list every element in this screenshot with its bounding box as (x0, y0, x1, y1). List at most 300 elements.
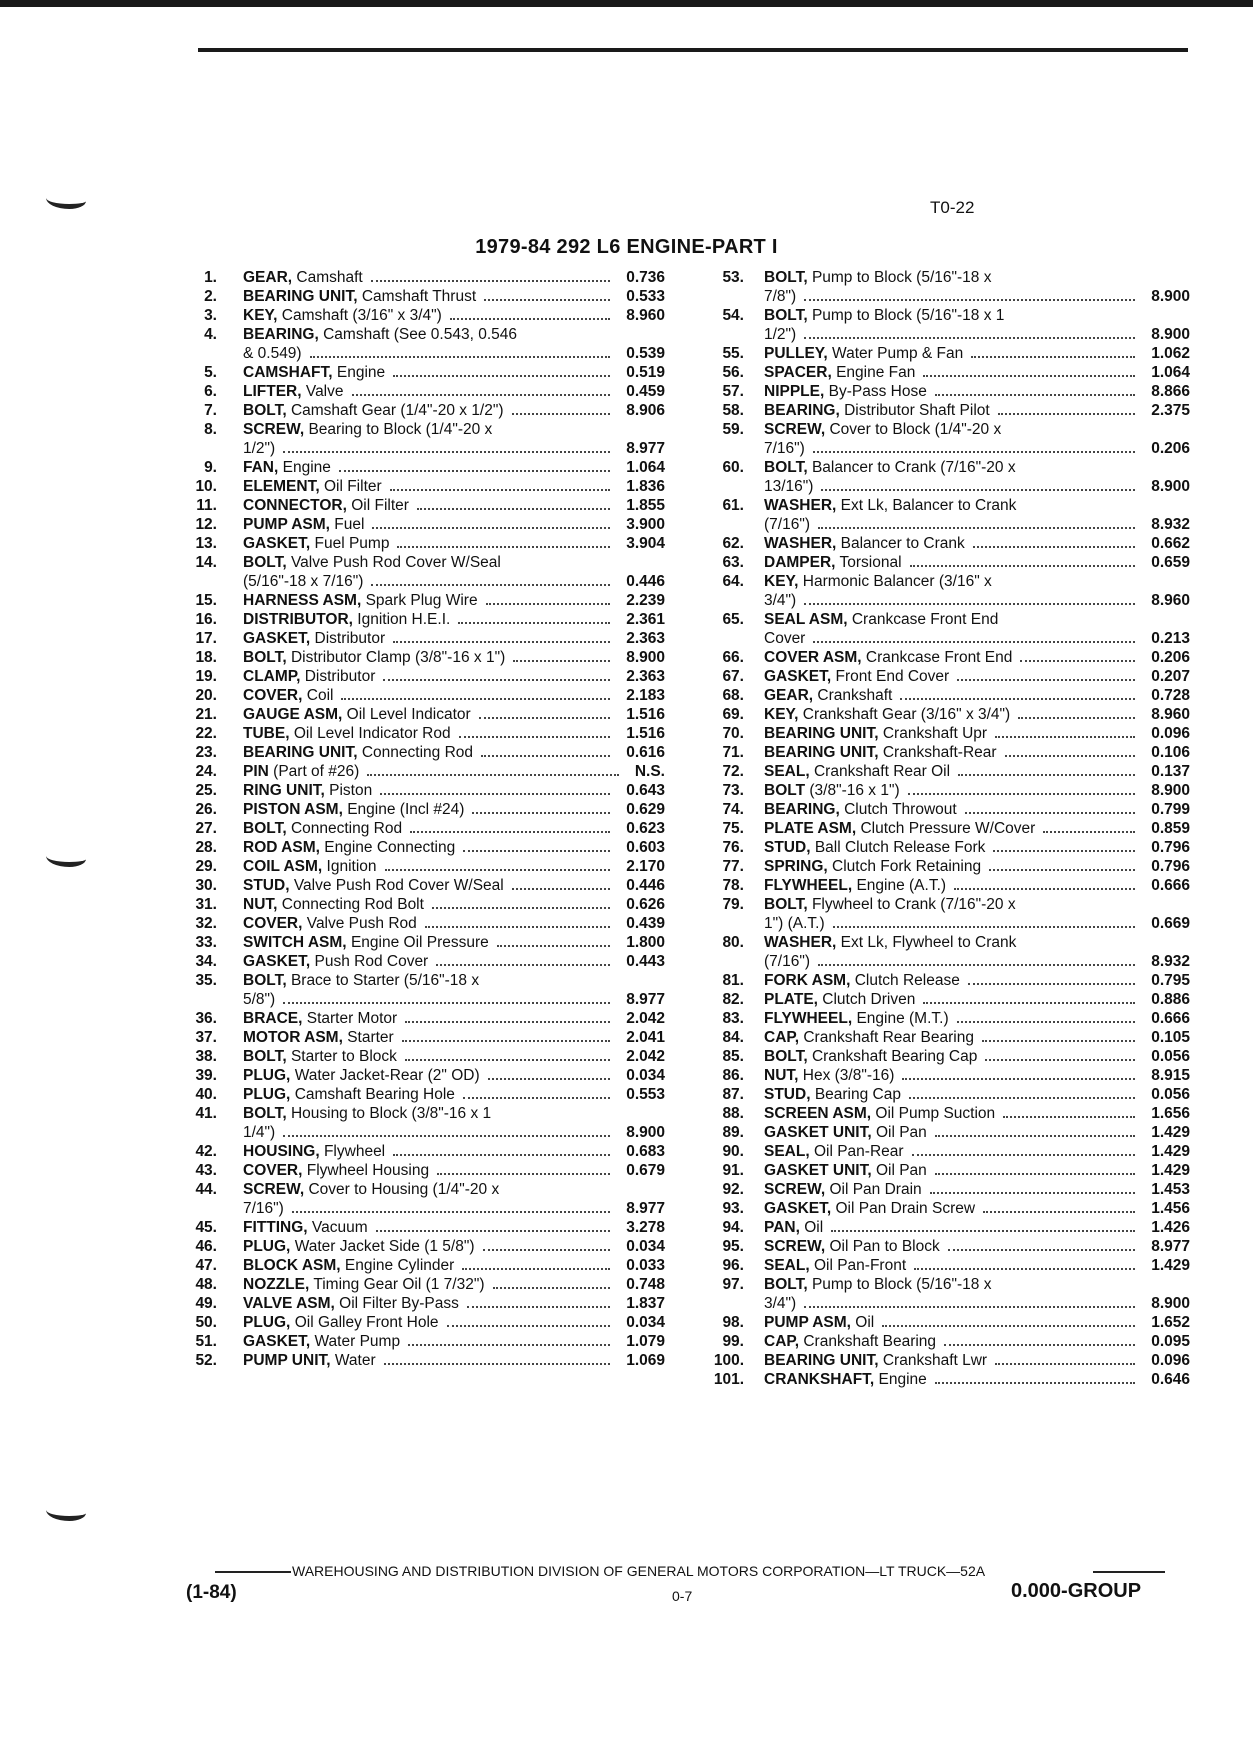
dot-leader (352, 394, 611, 396)
item-name: BEARING UNIT, (243, 288, 358, 305)
item-name: SPACER, (764, 364, 832, 381)
item-detail: Oil Filter (323, 478, 382, 495)
item-description (764, 1332, 1094, 1351)
item-name: MOTOR ASM, (243, 1029, 343, 1046)
item-group-number: 0.446 (626, 877, 665, 894)
parts-list-item (698, 895, 1190, 933)
item-name: PUMP ASM, (243, 516, 330, 533)
parts-list-item (698, 819, 1190, 838)
parts-list-item (175, 287, 675, 306)
item-detail: Distributor Shaft Pilot (844, 402, 990, 419)
parts-list-left (175, 268, 675, 1370)
item-description (243, 629, 543, 648)
item-detail: Camshaft Thrust (361, 288, 477, 305)
item-detail: Oil (855, 1314, 875, 1331)
parts-list-item (175, 268, 675, 287)
parts-list-item (175, 306, 675, 325)
item-detail: Crankshaft Upr (882, 725, 988, 742)
item-group-number: 0.519 (626, 364, 665, 381)
item-number: 88. (722, 1105, 744, 1122)
item-description (243, 724, 543, 743)
item-name: BEARING UNIT, (764, 744, 879, 761)
item-number: 32. (195, 915, 217, 932)
item-name: KEY, (243, 307, 278, 324)
item-detail: Crankshaft Bearing Cap (811, 1048, 978, 1065)
item-detail-continued: 7/16") (764, 440, 805, 457)
item-detail: Crankshaft Rear Bearing (803, 1029, 974, 1046)
binder-hole-mark (46, 1502, 86, 1521)
item-description (243, 1275, 543, 1294)
item-description (764, 1218, 1094, 1237)
item-detail-continued: 5/8") (243, 991, 276, 1008)
parts-list-item (698, 572, 1190, 610)
item-group-number: 3.278 (626, 1219, 665, 1236)
item-detail: Spark Plug Wire (365, 592, 478, 609)
item-group-number: 0.034 (626, 1238, 665, 1255)
dot-leader (818, 527, 1135, 529)
item-name: SPRING, (764, 858, 828, 875)
item-detail: Starter to Block (290, 1048, 397, 1065)
item-detail: Oil Filter By-Pass (339, 1295, 459, 1312)
item-description (764, 1370, 1094, 1389)
item-group-number: 8.977 (626, 991, 665, 1008)
item-name: SCREW, (764, 1238, 826, 1255)
item-detail: Pump to Block (5/16"-18 x (811, 1276, 992, 1293)
item-description (764, 534, 1094, 553)
dot-leader (463, 1097, 610, 1099)
parts-list-item (698, 876, 1190, 895)
dot-leader (935, 1382, 1135, 1384)
item-name: BEARING, (764, 402, 840, 419)
item-number: 24. (195, 763, 217, 780)
dot-leader (900, 698, 1135, 700)
item-group-number: 0.626 (626, 896, 665, 913)
item-description (764, 1256, 1094, 1275)
item-detail: Camshaft (3/16" x 3/4") (281, 307, 442, 324)
dot-leader (371, 584, 610, 586)
item-description (764, 724, 1094, 743)
item-number: 53. (722, 269, 744, 286)
parts-list-item (175, 1142, 675, 1161)
item-group-number: 0.736 (626, 269, 665, 286)
parts-list-item (175, 325, 675, 363)
item-detail: Engine (336, 364, 386, 381)
item-detail: Bearing to Block (1/4"-20 x (308, 421, 493, 438)
item-name: PLATE, (764, 991, 818, 1008)
dot-leader (372, 527, 610, 529)
item-description (243, 534, 543, 553)
item-description (764, 1066, 1094, 1085)
item-name: SEAL, (764, 1257, 810, 1274)
item-group-number: 2.363 (626, 630, 665, 647)
parts-list-item (175, 686, 675, 705)
item-detail: Pump to Block (5/16"-18 x (811, 269, 992, 286)
dot-leader (909, 1097, 1135, 1099)
item-group-number: 8.900 (626, 1124, 665, 1141)
parts-list-item (175, 1351, 675, 1370)
item-group-number: 0.446 (626, 573, 665, 590)
item-description (764, 876, 1094, 895)
parts-list-item (175, 724, 675, 743)
parts-list-item (698, 1275, 1190, 1313)
parts-list-item (175, 762, 675, 781)
item-name: GEAR, (764, 687, 814, 704)
item-number: 70. (722, 725, 744, 742)
item-name: CAP, (764, 1029, 800, 1046)
item-name: TUBE, (243, 725, 290, 742)
parts-list-item (175, 515, 675, 534)
item-description (243, 1313, 543, 1332)
parts-list-item (175, 800, 675, 819)
dot-leader (283, 451, 610, 453)
dot-leader (384, 1363, 611, 1365)
item-number: 46. (195, 1238, 217, 1255)
item-name: COVER, (243, 1162, 303, 1179)
dot-leader (310, 356, 611, 358)
parts-list-item (175, 1237, 675, 1256)
item-description (243, 1218, 543, 1237)
dot-leader (804, 603, 1135, 605)
item-detail: Brace to Starter (5/16"-18 x (290, 972, 480, 989)
dot-leader (985, 1059, 1135, 1061)
item-description (243, 895, 543, 914)
item-name: NUT, (243, 896, 278, 913)
footer-division: WAREHOUSING AND DISTRIBUTION DIVISION OF GENERAL MOTORS CORPORATION—LT TRUCK—52A (292, 1563, 986, 1579)
item-number: 11. (196, 497, 217, 514)
parts-list-item (698, 1085, 1190, 1104)
item-group-number: 2.042 (626, 1048, 665, 1065)
item-name: BOLT, (243, 820, 287, 837)
item-name: SCREW, (243, 421, 305, 438)
item-group-number: 1.062 (1151, 345, 1190, 362)
item-description (764, 838, 1094, 857)
parts-list-item (698, 1142, 1190, 1161)
dot-leader (971, 356, 1135, 358)
item-name: NIPPLE, (764, 383, 825, 400)
item-number: 39. (195, 1067, 217, 1084)
item-name: GASKET UNIT, (764, 1124, 872, 1141)
item-detail: Distributor (314, 630, 386, 647)
item-number: 65. (722, 611, 744, 628)
item-detail: Oil Pan Drain Screw (835, 1200, 976, 1217)
item-group-number: 0.439 (626, 915, 665, 932)
parts-list-item (175, 876, 675, 895)
item-description (243, 287, 543, 306)
dot-leader (948, 1249, 1135, 1251)
item-detail-continued: (7/16") (764, 953, 810, 970)
item-number: 50. (195, 1314, 217, 1331)
item-detail: Camshaft Gear (1/4"-20 x 1/2") (290, 402, 504, 419)
item-number: 36. (195, 1010, 217, 1027)
item-description (764, 344, 1094, 363)
item-number: 83. (722, 1010, 744, 1027)
item-name: CLAMP, (243, 668, 301, 685)
parts-list-right (698, 268, 1190, 1389)
item-group-number: 8.900 (1151, 326, 1190, 343)
item-detail-continued: & 0.549) (243, 345, 302, 362)
item-group-number: 8.977 (626, 440, 665, 457)
item-group-number: 2.361 (626, 611, 665, 628)
item-number: 68. (722, 687, 744, 704)
item-detail: Engine Cylinder (344, 1257, 455, 1274)
item-number: 73. (722, 782, 744, 799)
item-name: SCREW, (764, 421, 826, 438)
item-name: PUMP UNIT, (243, 1352, 331, 1369)
item-group-number: 0.603 (626, 839, 665, 856)
item-group-number: 2.042 (626, 1010, 665, 1027)
item-detail: Coil (306, 687, 334, 704)
item-detail: Water Pump (314, 1333, 401, 1350)
dot-leader (447, 1325, 611, 1327)
item-number: 48. (195, 1276, 217, 1293)
item-group-number: 0.106 (1151, 744, 1190, 761)
dot-leader (283, 1135, 610, 1137)
item-detail: Connecting Rod (361, 744, 474, 761)
dot-leader (393, 641, 610, 643)
item-detail: Oil Pan Drain (829, 1181, 922, 1198)
item-number: 63. (722, 554, 744, 571)
item-group-number: 1.069 (626, 1352, 665, 1369)
item-number: 86. (722, 1067, 744, 1084)
item-group-number: 1.429 (1151, 1162, 1190, 1179)
parts-list-item (175, 591, 675, 610)
item-number: 91. (722, 1162, 744, 1179)
item-description (764, 781, 1094, 800)
item-description (243, 838, 543, 857)
item-number: 49. (195, 1295, 217, 1312)
item-name: BEARING, (243, 326, 319, 343)
item-detail: Camshaft (See 0.543, 0.546 (323, 326, 517, 343)
item-group-number: 1.855 (626, 497, 665, 514)
item-number: 17. (195, 630, 217, 647)
item-number: 30. (195, 877, 217, 894)
parts-list-item (175, 819, 675, 838)
item-detail: Oil Pan (875, 1162, 927, 1179)
dot-leader (1020, 660, 1135, 662)
item-name: GASKET, (243, 630, 311, 647)
item-name: STUD, (764, 839, 811, 856)
item-number: 58. (722, 402, 744, 419)
item-name: LIFTER, (243, 383, 302, 400)
item-detail: Water Jacket Side (1 5/8") (294, 1238, 475, 1255)
item-description (243, 382, 543, 401)
item-group-number: 0.666 (1151, 1010, 1190, 1027)
item-description (243, 1256, 543, 1275)
item-number: 99. (722, 1333, 744, 1350)
parts-list-item (175, 420, 675, 458)
item-description (243, 477, 543, 496)
item-group-number: 1.429 (1151, 1257, 1190, 1274)
item-description (764, 1161, 1094, 1180)
dot-leader (283, 1002, 610, 1004)
item-description (764, 857, 1094, 876)
item-name: COVER, (243, 687, 303, 704)
item-number: 77. (722, 858, 744, 875)
item-detail: Valve Push Rod Cover W/Seal (293, 877, 504, 894)
item-group-number: 0.443 (626, 953, 665, 970)
parts-list-item (698, 1313, 1190, 1332)
parts-list-item (698, 382, 1190, 401)
parts-list-item (175, 1066, 675, 1085)
item-number: 4. (204, 326, 217, 343)
item-detail: (Part of #26) (273, 763, 360, 780)
item-group-number: 1.453 (1151, 1181, 1190, 1198)
item-detail: Water (334, 1352, 376, 1369)
item-name: SCREW, (764, 1181, 826, 1198)
dot-leader (818, 964, 1135, 966)
parts-list-item (175, 895, 675, 914)
item-group-number: 3.900 (626, 516, 665, 533)
item-group-number: 0.533 (626, 288, 665, 305)
footer-page-number: 0-7 (672, 1588, 693, 1604)
item-group-number: 0.616 (626, 744, 665, 761)
item-group-number: 0.096 (1151, 725, 1190, 742)
item-number: 7. (204, 402, 217, 419)
parts-list-item (698, 1199, 1190, 1218)
item-detail: Water Jacket-Rear (2" OD) (294, 1067, 480, 1084)
parts-list-item (175, 458, 675, 477)
item-number: 2. (204, 288, 217, 305)
item-name: FLYWHEEL, (764, 1010, 853, 1027)
dot-leader (882, 1325, 1135, 1327)
item-number: 51. (195, 1333, 217, 1350)
item-detail-continued: 1/2") (764, 326, 797, 343)
item-name: RING UNIT, (243, 782, 325, 799)
dot-leader (393, 375, 610, 377)
item-group-number: 2.363 (626, 668, 665, 685)
item-name: BRACE, (243, 1010, 303, 1027)
parts-list-item (698, 743, 1190, 762)
item-detail: Push Rod Cover (314, 953, 429, 970)
item-number: 93. (722, 1200, 744, 1217)
item-detail: Flywheel (323, 1143, 386, 1160)
item-number: 45. (195, 1219, 217, 1236)
parts-list-item (698, 971, 1190, 990)
dot-leader (923, 375, 1135, 377)
item-number: 13. (195, 535, 217, 552)
item-group-number: 0.799 (1151, 801, 1190, 818)
item-description (764, 1085, 1094, 1104)
item-name: CAP, (764, 1333, 800, 1350)
item-group-number: 2.170 (626, 858, 665, 875)
item-description (243, 306, 543, 325)
item-group-number: 0.886 (1151, 991, 1190, 1008)
item-name: GASKET, (243, 535, 311, 552)
item-group-number: 0.539 (626, 345, 665, 362)
dot-leader (450, 318, 610, 320)
item-name: DISTRIBUTOR, (243, 611, 353, 628)
dot-leader (957, 1021, 1136, 1023)
item-name: FITTING, (243, 1219, 308, 1236)
item-name: PAN, (764, 1219, 800, 1236)
item-name: WASHER, (764, 535, 837, 552)
parts-list-item (175, 971, 675, 1009)
dot-leader (385, 869, 611, 871)
item-detail: Engine (A.T.) (856, 877, 947, 894)
dot-leader (935, 1173, 1135, 1175)
item-name: GASKET, (243, 953, 311, 970)
item-name: ROD ASM, (243, 839, 320, 856)
item-number: 3. (204, 307, 217, 324)
item-number: 16. (195, 611, 217, 628)
item-detail-continued: (5/16"-18 x 7/16") (243, 573, 364, 590)
item-detail: Oil Galley Front Hole (294, 1314, 439, 1331)
item-detail: Crankshaft Rear Oil (813, 763, 951, 780)
item-number: 35. (195, 972, 217, 989)
dot-leader (813, 641, 1135, 643)
item-description (243, 933, 543, 952)
item-group-number: 1.516 (626, 706, 665, 723)
item-detail: Distributor (304, 668, 376, 685)
dot-leader (405, 1059, 610, 1061)
item-description (243, 363, 543, 382)
parts-list-item (698, 1351, 1190, 1370)
item-description (764, 1123, 1094, 1142)
item-group-number: 2.041 (626, 1029, 665, 1046)
footer-group: 0.000-GROUP (1011, 1580, 1142, 1602)
item-detail-continued: 3/4") (764, 592, 797, 609)
footer-date: (1-84) (186, 1582, 237, 1603)
dot-leader (512, 413, 611, 415)
parts-list-item (698, 1332, 1190, 1351)
item-detail: Harmonic Balancer (3/16" x (802, 573, 992, 590)
item-description (764, 743, 1094, 762)
item-number: 69. (722, 706, 744, 723)
item-number: 92. (722, 1181, 744, 1198)
dot-leader (425, 926, 610, 928)
item-number: 98. (722, 1314, 744, 1331)
item-name: PLUG, (243, 1238, 291, 1255)
dot-leader (376, 1230, 611, 1232)
dot-leader (367, 774, 619, 776)
dot-leader (944, 1344, 1135, 1346)
item-name: GASKET, (764, 1200, 832, 1217)
item-name: WASHER, (764, 497, 837, 514)
item-name: PIN (243, 763, 269, 780)
item-group-number: 8.915 (1151, 1067, 1190, 1084)
dot-leader (484, 299, 610, 301)
dot-leader (908, 793, 1136, 795)
item-description (243, 800, 543, 819)
item-detail: Engine (282, 459, 331, 476)
dot-leader (804, 337, 1135, 339)
dot-leader (833, 926, 1136, 928)
item-group-number: 0.034 (626, 1314, 665, 1331)
item-group-number: 0.643 (626, 782, 665, 799)
parts-list-item (698, 648, 1190, 667)
item-group-number: 0.683 (626, 1143, 665, 1160)
item-name: SEAL, (764, 763, 810, 780)
item-number: 1. (204, 269, 217, 286)
item-name: COVER ASM, (764, 649, 862, 666)
item-detail-continued: 7/8") (764, 288, 797, 305)
dot-leader (973, 546, 1135, 548)
item-description (764, 363, 1094, 382)
item-detail: Oil Pan-Front (813, 1257, 907, 1274)
item-description (243, 686, 543, 705)
item-detail: Cover to Housing (1/4"-20 x (308, 1181, 500, 1198)
item-number: 54. (722, 307, 744, 324)
item-detail: Crankshaft Bearing (803, 1333, 937, 1350)
item-name: PUMP ASM, (764, 1314, 851, 1331)
parts-list-item (175, 610, 675, 629)
item-detail-continued: 7/16") (243, 1200, 284, 1217)
item-group-number: 8.906 (626, 402, 665, 419)
parts-list-item (698, 420, 1190, 458)
item-description (243, 1009, 543, 1028)
item-number: 44. (195, 1181, 217, 1198)
item-group-number: 8.900 (1151, 782, 1190, 799)
